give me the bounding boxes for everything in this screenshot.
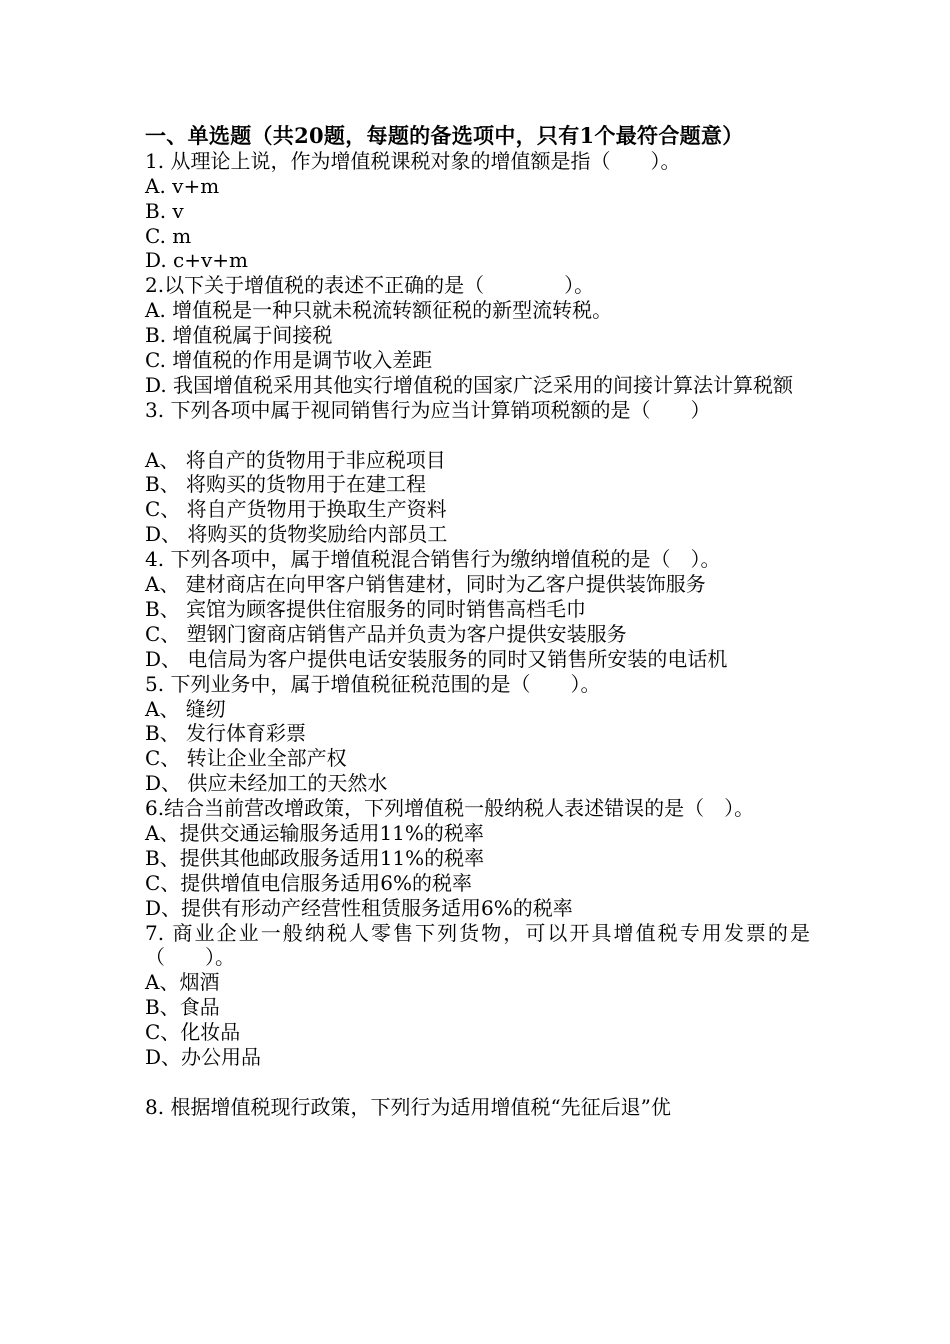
question-8-stem: 8. 根据增值税现行政策，下列行为适用增值税“先征后退”优 [145,1094,671,1119]
question-6-stem: 6.结合当前营改增政策，下列增值税一般纳税人表述错误的是（ ）。 [145,796,755,821]
question-5-option-b: B、 发行体育彩票 [145,721,307,746]
document-body [145,124,810,1120]
question-4-stem: 4. 下列各项中，属于增值税混合销售行为缴纳增值税的是（ ）。 [145,547,721,572]
question-7-option-b: B、食品 [145,995,220,1020]
question-3-option-d: D、 将购买的货物奖励给内部员工 [145,522,448,547]
question-3-option-c: C、 将自产货物用于换取生产资料 [145,497,447,522]
question-4-option-c: C、 塑钢门窗商店销售产品并负责为客户提供安装服务 [145,621,627,646]
question-7-stem: 7. 商业企业一般纳税人零售下列货物，可以开具增值税专用发票的是（ ）。 [145,920,810,970]
question-5-option-c: C、 转让企业全部产权 [145,746,347,771]
question-6-option-d: D、提供有形动产经营性租赁服务适用6%的税率 [145,895,573,920]
question-1-option-b: B. v [145,198,184,223]
question-2-stem: 2.以下关于增值税的表述不正确的是（ ）。 [145,273,595,298]
question-3-option-b: B、 将购买的货物用于在建工程 [145,472,427,497]
question-5-stem: 5. 下列业务中，属于增值税征税范围的是（ ）。 [145,671,601,696]
question-6-option-a: A、提供交通运输服务适用11%的税率 [145,821,484,845]
blank-line [145,423,810,448]
question-1-option-c: C. m [145,223,192,248]
question-6-option-b: B、提供其他邮政服务适用11%的税率 [145,845,485,870]
question-1-option-a: A. v+m [145,173,220,198]
question-4-option-b: B、 宾馆为顾客提供住宿服务的同时销售高档毛巾 [145,596,587,621]
question-4-option-a: A、 建材商店在向甲客户销售建材，同时为乙客户提供装饰服务 [145,572,706,597]
question-6-option-c: C、提供增值电信服务适用6%的税率 [145,870,473,895]
question-7-option-c: C、化妆品 [145,1020,241,1045]
section-title: 一、单选题（共20题，每题的备选项中，只有1个最符合题意） [145,123,744,148]
question-7-option-d: D、办公用品 [145,1045,262,1070]
question-1-stem: 1. 从理论上说，作为增值税课税对象的增值额是指（ ）。 [145,148,681,173]
question-2-option-a: A. 增值税是一种只就未税流转额征税的新型流转税。 [145,298,613,323]
question-2-option-d: D. 我国增值税采用其他实行增值税的国家广泛采用的间接计算法计算税额 [145,372,794,397]
question-2-option-b: B. 增值税属于间接税 [145,323,333,348]
question-1-option-d: D. c+v+m [145,248,249,273]
question-5-option-d: D、 供应未经加工的天然水 [145,771,388,796]
blank-line [145,1070,810,1095]
question-2-option-c: C. 增值税的作用是调节收入差距 [145,348,433,373]
question-5-option-a: A、 缝纫 [145,696,226,721]
question-4-option-d: D、 电信局为客户提供电话安装服务的同时又销售所安装的电话机 [145,646,728,671]
question-3-option-a: A、 将自产的货物用于非应税项目 [145,447,446,472]
question-7-option-a: A、烟酒 [145,970,220,995]
question-3-stem: 3. 下列各项中属于视同销售行为应当计算销项税额的是（ ） [145,397,711,422]
